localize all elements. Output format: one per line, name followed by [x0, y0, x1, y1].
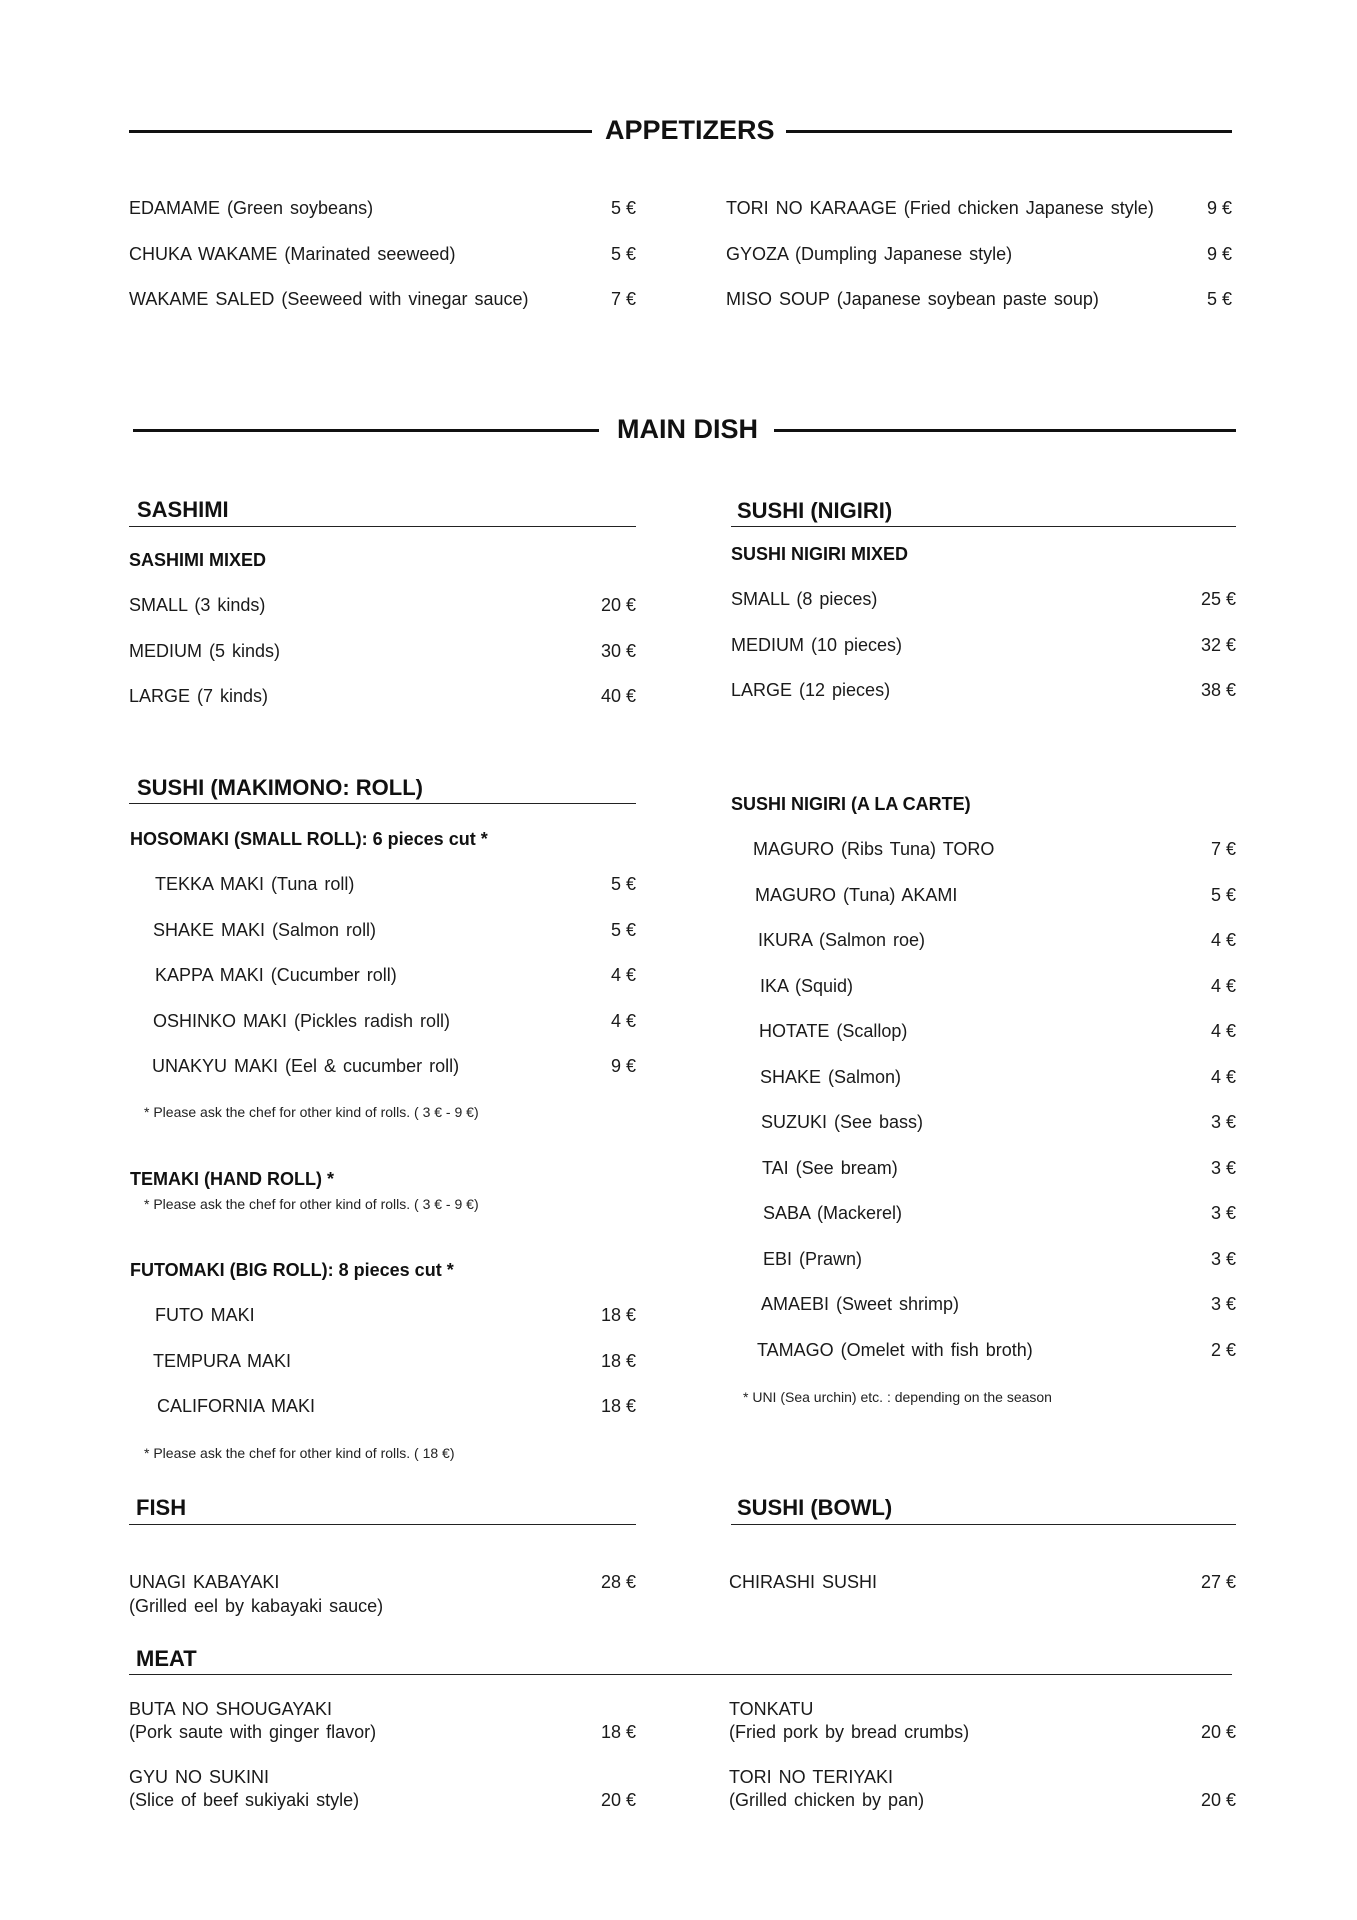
menu-item-price: 3 € [1210, 1112, 1236, 1132]
menu-item-price: 3 € [1210, 1294, 1236, 1314]
makimono-heading: SUSHI (MAKIMONO: ROLL) [137, 775, 423, 800]
menu-item-price: 5 € [1206, 289, 1232, 309]
menu-item-price: 5 € [610, 198, 636, 218]
menu-item-name: FUTO MAKI [155, 1305, 255, 1325]
menu-item-name: MAGURO (Tuna) AKAMI [755, 885, 958, 905]
main-dish-rule-right [774, 429, 1236, 432]
menu-item-name: GYOZA (Dumpling Japanese style) [726, 244, 1013, 264]
menu-item-name: HOTATE (Scallop) [759, 1021, 908, 1041]
menu-item-name: LARGE (12 pieces) [731, 680, 891, 700]
menu-item-name: MAGURO (Ribs Tuna) TORO [753, 839, 995, 859]
menu-item-name: TONKATU [729, 1699, 814, 1719]
menu-item-name: OSHINKO MAKI (Pickles radish roll) [153, 1011, 451, 1031]
menu-item-name: SABA (Mackerel) [763, 1203, 903, 1223]
menu-item-price: 32 € [1200, 635, 1236, 655]
menu-item-price: 2 € [1210, 1340, 1236, 1360]
nigiri-carte-note: * UNI (Sea urchin) etc. : depending on the season [743, 1389, 1052, 1405]
menu-item-name: UNAGI KABAYAKI [129, 1572, 280, 1592]
appetizers-rule-right [786, 130, 1232, 133]
fish-underline [129, 1524, 636, 1525]
menu-item-name: IKA (Squid) [760, 976, 854, 996]
menu-item-name: IKURA (Salmon roe) [758, 930, 926, 950]
menu-item-price: 9 € [1206, 198, 1232, 218]
menu-item-price: 4 € [610, 1011, 636, 1031]
menu-item-name: EBI (Prawn) [763, 1249, 863, 1269]
menu-item-price: 9 € [1206, 244, 1232, 264]
temaki-subtitle: TEMAKI (HAND ROLL) * [130, 1169, 334, 1189]
menu-item-name: KAPPA MAKI (Cucumber roll) [155, 965, 397, 985]
menu-item-description: (Fried pork by bread crumbs) [729, 1722, 970, 1742]
nigiri-underline [731, 526, 1236, 527]
hosomaki-subtitle: HOSOMAKI (SMALL ROLL): 6 pieces cut * [130, 829, 488, 849]
sashimi-heading: SASHIMI [137, 497, 229, 522]
sashimi-subtitle: SASHIMI MIXED [129, 550, 267, 570]
menu-item-price: 18 € [600, 1305, 636, 1325]
menu-item-price: 4 € [1210, 976, 1236, 996]
menu-item-price: 4 € [1210, 930, 1236, 950]
menu-item-name: MISO SOUP (Japanese soybean paste soup) [726, 289, 1099, 309]
menu-item-name: WAKAME SALED (Seeweed with vinegar sauce) [129, 289, 529, 309]
menu-item-name: TORI NO KARAAGE (Fried chicken Japanese style) [726, 198, 1154, 218]
menu-item-name: GYU NO SUKINI [129, 1767, 270, 1787]
main-dish-rule-left [133, 429, 599, 432]
bowl-heading: SUSHI (BOWL) [737, 1495, 893, 1520]
menu-item-description: (Grilled chicken by pan) [729, 1790, 925, 1810]
menu-item-name: EDAMAME (Green soybeans) [129, 198, 374, 218]
menu-item-price: 7 € [610, 289, 636, 309]
menu-item-name: CHIRASHI SUSHI [729, 1572, 878, 1592]
appetizers-rule-left [129, 130, 592, 133]
nigiri-carte-subtitle: SUSHI NIGIRI (A LA CARTE) [731, 794, 971, 814]
menu-item-name: SUZUKI (See bass) [761, 1112, 924, 1132]
menu-item-price: 5 € [1210, 885, 1236, 905]
menu-item-price: 27 € [1200, 1572, 1236, 1592]
menu-item-name: AMAEBI (Sweet shrimp) [761, 1294, 960, 1314]
appetizers-title: APPETIZERS [605, 115, 775, 145]
sashimi-underline [129, 526, 636, 527]
menu-item-price: 4 € [1210, 1067, 1236, 1087]
menu-item-name: MEDIUM (5 kinds) [129, 641, 281, 661]
menu-item-name: TEKKA MAKI (Tuna roll) [155, 874, 355, 894]
nigiri-subtitle: SUSHI NIGIRI MIXED [731, 544, 909, 564]
menu-item-description: (Grilled eel by kabayaki sauce) [129, 1596, 384, 1616]
menu-item-name: SMALL (8 pieces) [731, 589, 878, 609]
menu-item-price: 4 € [1210, 1021, 1236, 1041]
menu-item-name: LARGE (7 kinds) [129, 686, 269, 706]
menu-item-price: 18 € [600, 1351, 636, 1371]
menu-item-price: 5 € [610, 244, 636, 264]
menu-item-price: 28 € [600, 1572, 636, 1592]
bowl-underline [731, 1524, 1236, 1525]
menu-item-price: 40 € [600, 686, 636, 706]
hosomaki-note: * Please ask the chef for other kind of rolls. ( 3 € - 9 €) [144, 1104, 479, 1120]
menu-item-price: 5 € [610, 920, 636, 940]
menu-item-price: 20 € [600, 595, 636, 615]
menu-item-name: CALIFORNIA MAKI [157, 1396, 316, 1416]
menu-item-price: 5 € [610, 874, 636, 894]
futomaki-note: * Please ask the chef for other kind of rolls. ( 18 €) [144, 1445, 455, 1461]
menu-item-name: SHAKE MAKI (Salmon roll) [153, 920, 377, 940]
menu-item-name: TEMPURA MAKI [153, 1351, 292, 1371]
main-dish-title: MAIN DISH [617, 414, 758, 444]
menu-item-price: 3 € [1210, 1249, 1236, 1269]
meat-heading: MEAT [136, 1646, 197, 1671]
fish-heading: FISH [136, 1495, 187, 1520]
futomaki-subtitle: FUTOMAKI (BIG ROLL): 8 pieces cut * [130, 1260, 454, 1280]
menu-item-price: 9 € [610, 1056, 636, 1076]
menu-item-name: UNAKYU MAKI (Eel & cucumber roll) [152, 1056, 460, 1076]
makimono-underline [129, 803, 636, 804]
menu-item-name: TORI NO TERIYAKI [729, 1767, 894, 1787]
menu-item-description: (Pork saute with ginger flavor) [129, 1722, 377, 1742]
temaki-note: * Please ask the chef for other kind of rolls. ( 3 € - 9 €) [144, 1196, 479, 1212]
menu-item-price: 3 € [1210, 1158, 1236, 1178]
menu-item-price: 7 € [1210, 839, 1236, 859]
menu-item-price: 20 € [600, 1790, 636, 1810]
menu-item-name: SHAKE (Salmon) [760, 1067, 902, 1087]
menu-item-price: 30 € [600, 641, 636, 661]
menu-item-name: BUTA NO SHOUGAYAKI [129, 1699, 333, 1719]
meat-underline [129, 1674, 1232, 1675]
menu-item-price: 25 € [1200, 589, 1236, 609]
menu-item-price: 4 € [610, 965, 636, 985]
menu-item-price: 3 € [1210, 1203, 1236, 1223]
menu-item-name: MEDIUM (10 pieces) [731, 635, 903, 655]
menu-item-price: 18 € [600, 1722, 636, 1742]
menu-item-price: 38 € [1200, 680, 1236, 700]
menu-item-price: 20 € [1200, 1722, 1236, 1742]
nigiri-heading: SUSHI (NIGIRI) [737, 498, 893, 523]
menu-item-name: SMALL (3 kinds) [129, 595, 266, 615]
menu-item-name: TAMAGO (Omelet with fish broth) [757, 1340, 1033, 1360]
menu-item-name: TAI (See bream) [762, 1158, 898, 1178]
menu-item-price: 20 € [1200, 1790, 1236, 1810]
menu-item-description: (Slice of beef sukiyaki style) [129, 1790, 360, 1810]
menu-item-name: CHUKA WAKAME (Marinated seeweed) [129, 244, 456, 264]
menu-item-price: 18 € [600, 1396, 636, 1416]
